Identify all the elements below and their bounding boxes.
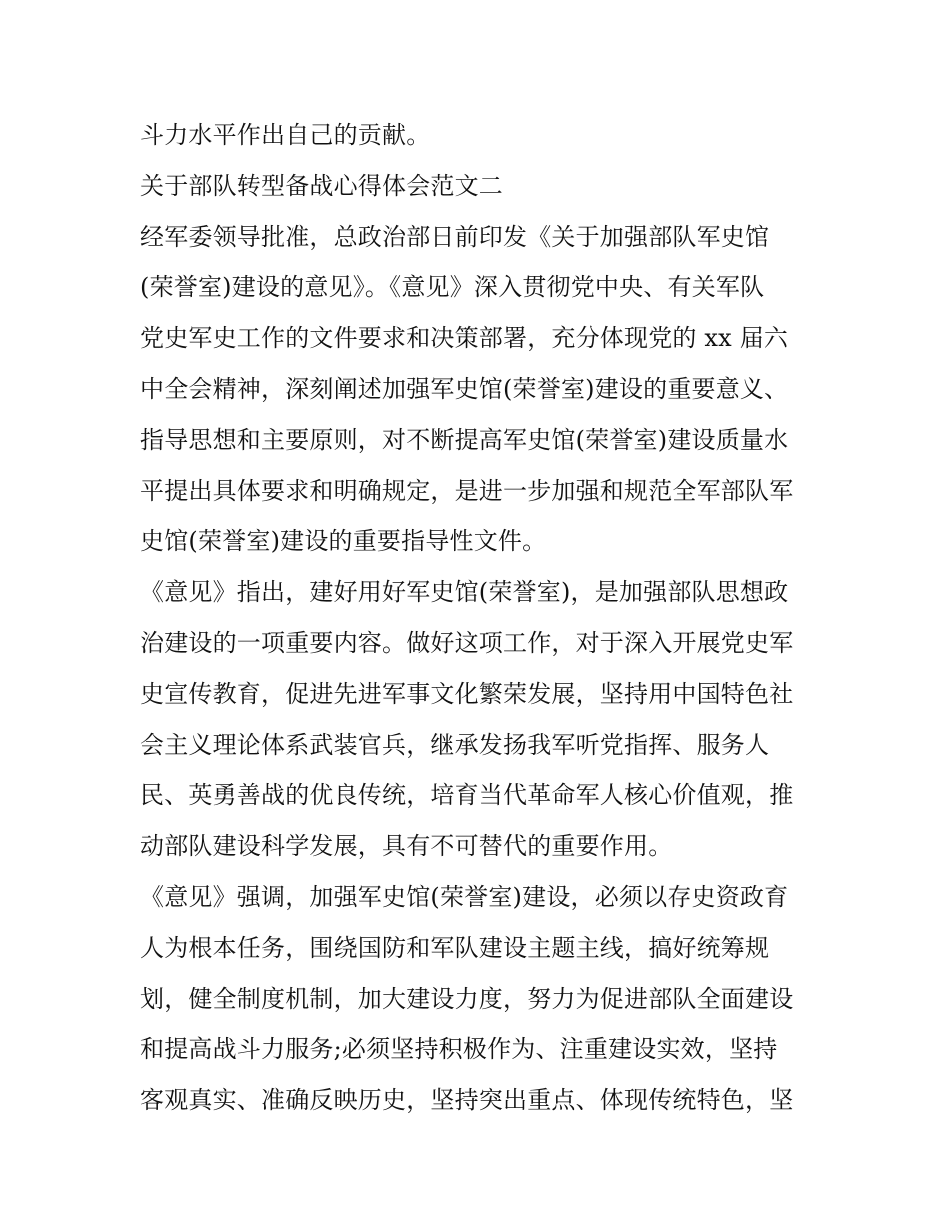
text-line: 平提出具体要求和明确规定，是进一步加强和规范全军部队军 bbox=[140, 476, 794, 505]
document-body bbox=[140, 110, 820, 1126]
text-line: 会主义理论体系武装官兵，继承发扬我军听党指挥、服务人 bbox=[140, 730, 770, 759]
text-line: 党史军史工作的文件要求和决策部署，充分体现党的 xx 届六 bbox=[140, 324, 789, 353]
text-line: 民、英勇善战的优良传统，培育当代革命军人核心价值观，推 bbox=[140, 781, 794, 810]
text-line: 治建设的一项重要内容。做好这项工作，对于深入开展党史军 bbox=[140, 628, 794, 657]
section-heading: 关于部队转型备战心得体会范文二 bbox=[140, 171, 503, 200]
text-line: (荣誉室)建设的意见》。《意见》深入贯彻党中央、有关军队 bbox=[140, 273, 765, 302]
text-line: 和提高战斗力服务;必须坚持积极作为、注重建设实效，坚持 bbox=[140, 1035, 778, 1064]
text-line: 经军委领导批准，总政治部日前印发《关于加强部队军史馆 bbox=[140, 222, 770, 251]
text-line: 指导思想和主要原则，对不断提高军史馆(荣誉室)建设质量水 bbox=[140, 425, 789, 454]
text-line: 斗力水平作出自己的贡献。 bbox=[140, 121, 431, 149]
text-line: 《意见》强调，加强军史馆(荣誉室)建设，必须以存史资政育 bbox=[140, 882, 789, 911]
text-line: 划，健全制度机制，加大建设力度，努力为促进部队全面建设 bbox=[140, 984, 794, 1013]
text-line: 史馆(荣誉室)建设的重要指导性文件。 bbox=[140, 527, 547, 556]
text-line: 史宣传教育，促进先进军事文化繁荣发展，坚持用中国特色社 bbox=[140, 679, 794, 708]
text-line: 动部队建设科学发展，具有不可替代的重要作用。 bbox=[140, 832, 673, 861]
text-line: 客观真实、准确反映历史，坚持突出重点、体现传统特色，坚 bbox=[140, 1086, 794, 1115]
text-line: 《意见》指出，建好用好军史馆(荣誉室)，是加强部队思想政 bbox=[140, 578, 789, 607]
text-line: 人为根本任务，围绕国防和军队建设主题主线，搞好统筹规 bbox=[140, 933, 770, 962]
text-line: 中全会精神，深刻阐述加强军史馆(荣誉室)建设的重要意义、 bbox=[140, 374, 789, 403]
